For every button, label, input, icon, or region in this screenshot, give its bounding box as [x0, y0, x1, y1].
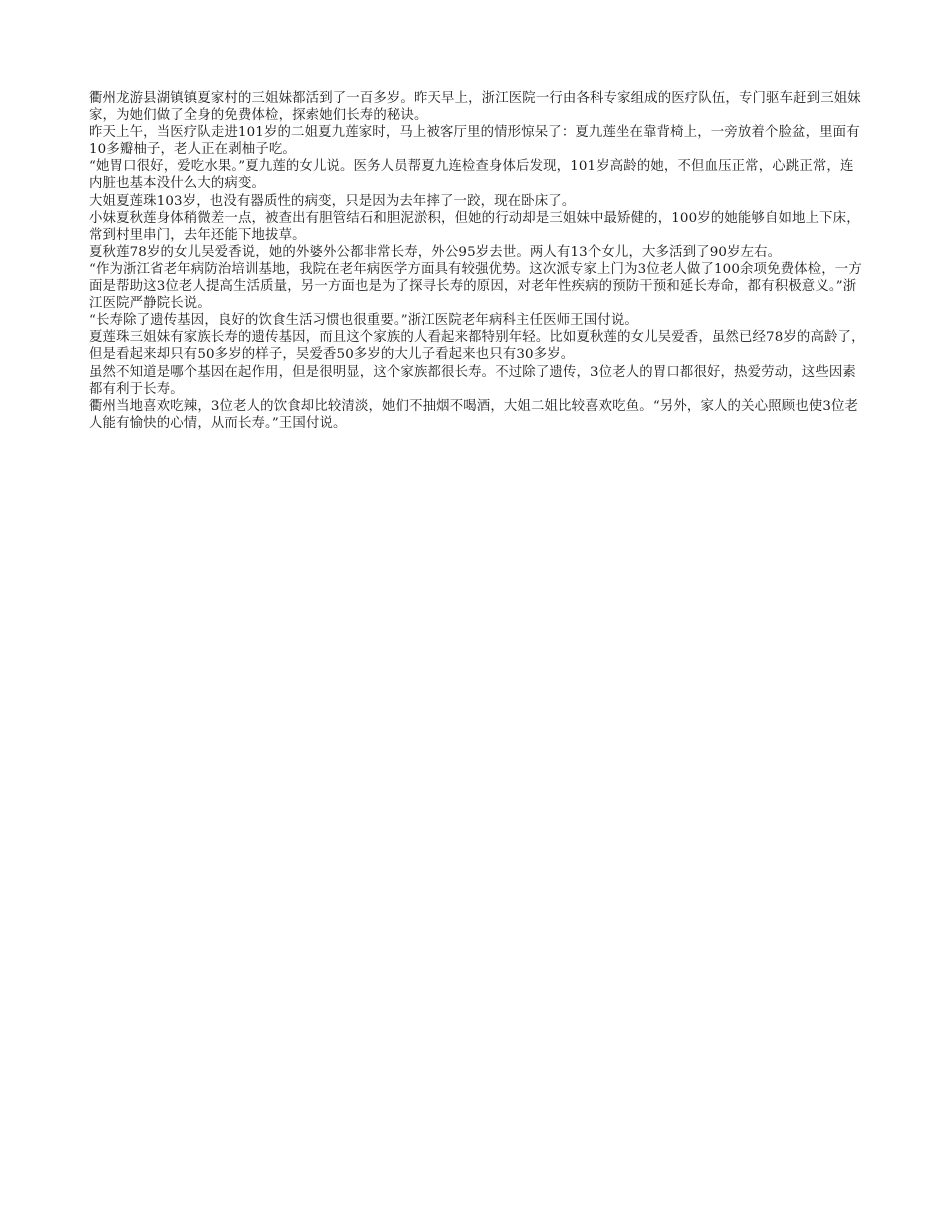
paragraph-7: “作为浙江省老年病防治培训基地，我院在老年病医学方面具有较强优势。这次派专家上门为3位老人做了100余项免费体检，一方面是帮助这3位老人提高生活质量，另一方面也是为了探寻长寿的原因，对老年性疾病的预防干预和延长寿命，都有积极意义。”浙江医院严静院长说。	[89, 261, 862, 312]
paragraph-6: 夏秋莲78岁的女儿吴爱香说，她的外婆外公都非常长寿，外公95岁去世。两人有13个女儿，大多活到了90岁左右。	[89, 244, 782, 260]
paragraph-10: 虽然不知道是哪个基因在起作用，但是很明显，这个家族都很长寿。不过除了遗传，3位老人的胃口都很好，热爱劳动，这些因素都有利于长寿。	[89, 364, 856, 397]
article-body	[89, 90, 865, 432]
paragraph-2: 昨天上午，当医疗队走进101岁的二姐夏九莲家时，马上被客厅里的情形惊呆了：夏九莲坐在靠背椅上，一旁放着个脸盆，里面有10多瓣柚子，老人正在剥柚子吃。	[89, 125, 860, 158]
paragraph-1: 衢州龙游县湖镇镇夏家村的三姐妹都活到了一百多岁。昨天早上，浙江医院一行由各科专家组成的医疗队伍，专门驱车赶到三姐妹家，为她们做了全身的免费体检，探索她们长寿的秘诀。	[89, 91, 861, 124]
paragraph-11: 衢州当地喜欢吃辣，3位老人的饮食却比较清淡，她们不抽烟不喝酒，大姐二姐比较喜欢吃鱼。“另外，家人的关心照顾也使3位老人能有愉快的心情，从而长寿。”王国付说。	[89, 398, 859, 431]
paragraph-5: 小妹夏秋莲身体稍微差一点，被查出有胆管结石和胆泥淤积，但她的行动却是三姐妹中最矫健的，100岁的她能够自如地上下床，常到村里串门，去年还能下地拔草。	[89, 210, 860, 243]
paragraph-3: “她胃口很好，爱吃水果。”夏九莲的女儿说。医务人员帮夏九连检查身体后发现，101岁高龄的她，不但血压正常，心跳正常，连内脏也基本没什么大的病变。	[89, 159, 854, 192]
paragraph-4: 大姐夏莲珠103岁，也没有器质性的病变，只是因为去年摔了一跤，现在卧床了。	[89, 193, 576, 209]
paragraph-9: 夏莲珠三姐妹有家族长寿的遗传基因，而且这个家族的人看起来都特别年轻。比如夏秋莲的女儿吴爱香，虽然已经78岁的高龄了，但是看起来却只有50多岁的样子，吴爱香50多岁的大儿子看起来也只有30多岁。	[89, 330, 865, 363]
paragraph-8: “长寿除了遗传基因，良好的饮食生活习惯也很重要。”浙江医院老年病科主任医师王国付说。	[89, 313, 638, 329]
